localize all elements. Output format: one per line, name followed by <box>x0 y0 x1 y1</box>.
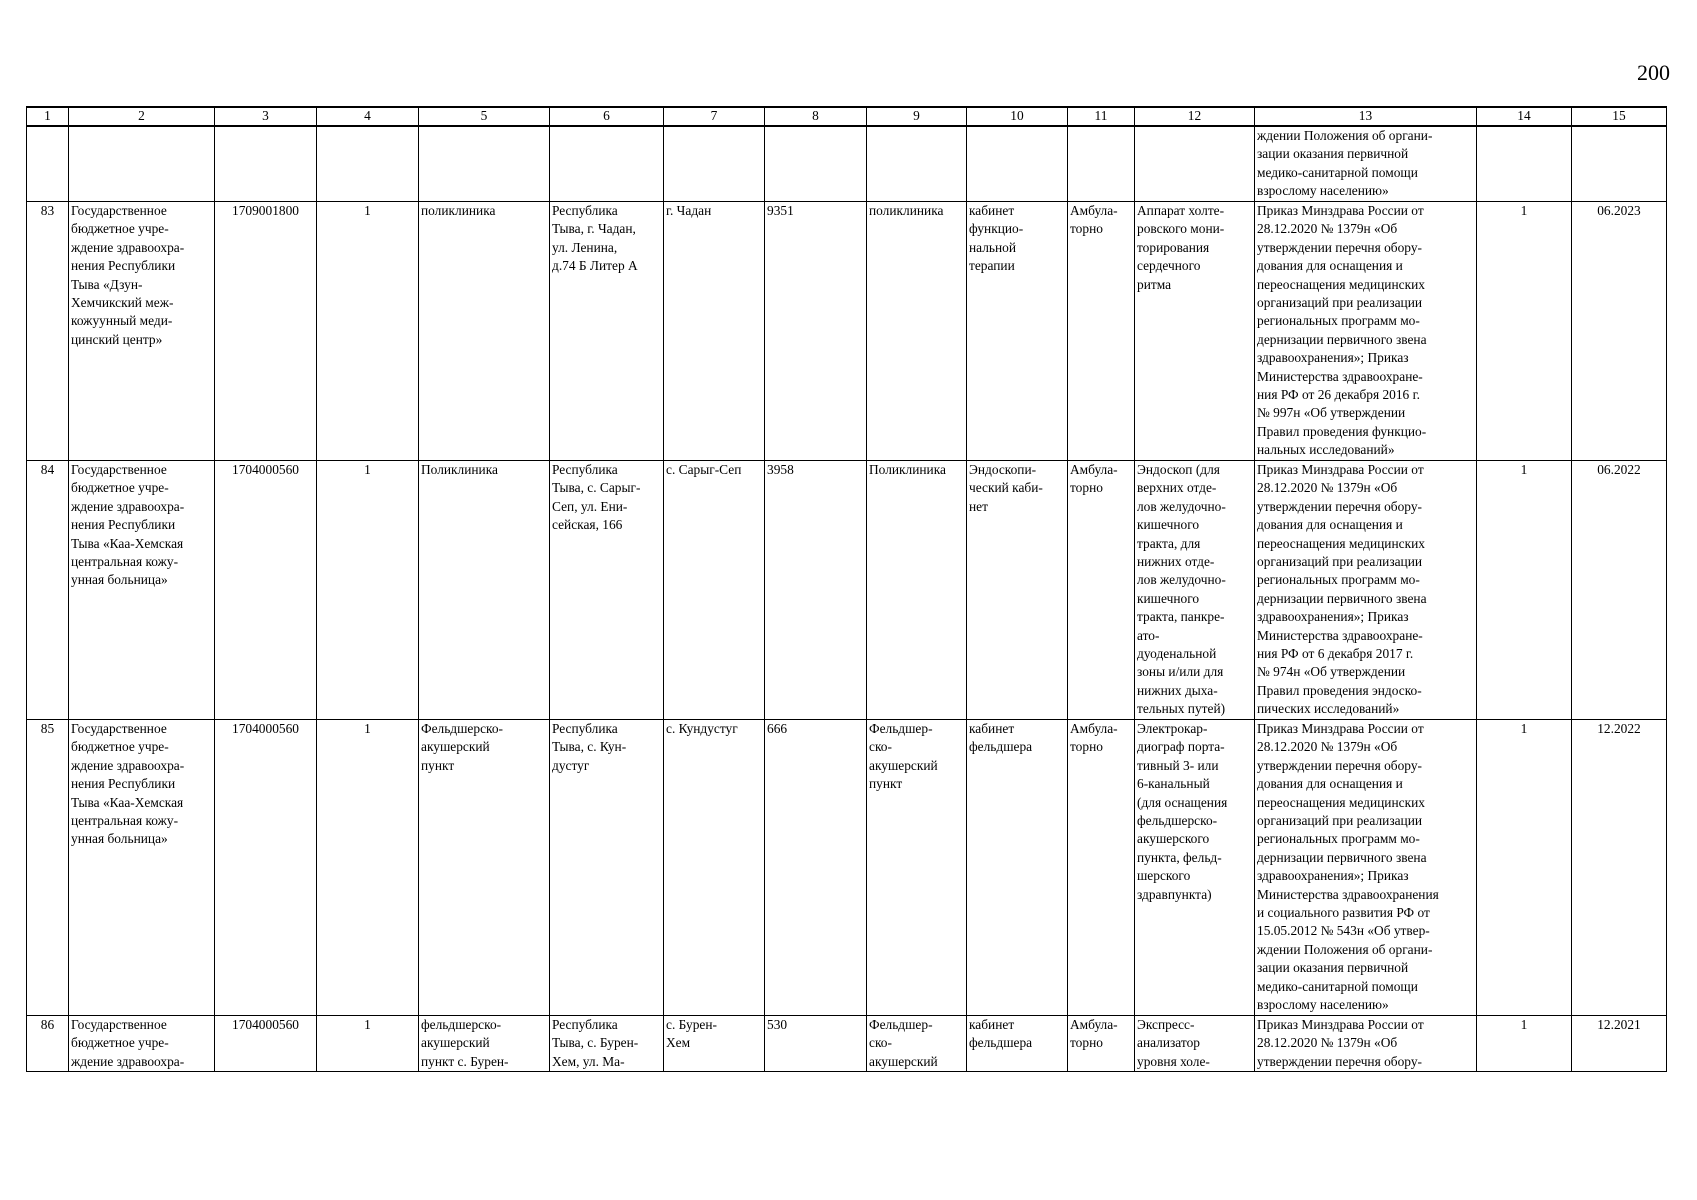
row-number-cell <box>27 202 69 461</box>
column-header: 1 <box>27 107 69 126</box>
legal-basis-text: ждении Положения об органи- зации оказания первичной медико-санитарной помощи взрослому населению» <box>1257 128 1433 199</box>
column-header: 8 <box>765 107 867 126</box>
locality: г. Чадан <box>666 203 712 218</box>
locality: с. Кундустуг <box>666 721 738 736</box>
count-value: 1 <box>364 721 371 736</box>
equipment-cell <box>1135 720 1255 1016</box>
inn-value: 1704000560 <box>232 462 299 477</box>
inn-value: 1709001800 <box>232 203 299 218</box>
room-cell <box>967 461 1068 720</box>
equipment: Аппарат холте- ровского мони- торирования сердечного ритма <box>1137 203 1225 292</box>
institution-cell <box>69 202 215 461</box>
table-cell <box>27 126 69 202</box>
institution-name: Государственное бюджетное учре- ждение здравоохра- нения Республики Тыва «Дзун- Хемчикский меж- кожуунный меди- цинский центр» <box>71 203 185 347</box>
inn-cell <box>215 720 317 1016</box>
inn-cell <box>215 202 317 461</box>
facility-type: Поликлиника <box>421 462 498 477</box>
institution-cell <box>69 461 215 720</box>
population: 666 <box>767 721 788 736</box>
quantity-cell <box>1477 461 1572 720</box>
table-row <box>27 461 1667 720</box>
equipment: Эндоскоп (для верхних отде- лов желудочно- кишечного тракта, для нижних отде- лов желудочно- кишечного тракта, панкре- ато- дуоденальной зоны и/или для нижних дыха- тельных путей) <box>1137 462 1226 717</box>
population-cell <box>765 202 867 461</box>
row-number: 84 <box>40 462 55 477</box>
facility-type-cell <box>419 720 550 1016</box>
address: Республика Тыва, с. Сарыг- Сеп, ул. Ени- сейская, 166 <box>552 462 641 533</box>
table-cell <box>867 126 967 202</box>
row-number-cell <box>27 461 69 720</box>
address-cell <box>550 1016 664 1072</box>
count-cell <box>317 461 419 720</box>
care-mode-cell <box>1068 720 1135 1016</box>
facility-type-cell <box>419 461 550 720</box>
date-cell <box>1572 1016 1667 1072</box>
institution-name: Государственное бюджетное учре- ждение здравоохра- <box>71 1017 185 1069</box>
unit-cell <box>867 461 967 720</box>
table-cell <box>317 126 419 202</box>
page-number: 200 <box>1637 60 1670 85</box>
legal-basis-text: Приказ Минздрава России от 28.12.2020 № 1379н «Об утверждении перечня обору- дования для оснащения и переоснащения медицинских организаций при реализации региональных программ мо- дернизации первичного звена здравоохранения»; Приказ Министерства здравоохране- ния РФ от 6 декабря 2017 г. № 974н «Об утверждении Правил проведения эндоско- пических исследований» <box>1257 462 1427 717</box>
address-cell <box>550 461 664 720</box>
room: Эндоскопи- ческий каби- нет <box>969 462 1043 514</box>
institution-cell <box>69 1016 215 1072</box>
unit-cell <box>867 720 967 1016</box>
inn-value: 1704000560 <box>232 721 299 736</box>
institution-name: Государственное бюджетное учре- ждение здравоохра- нения Республики Тыва «Каа-Хемская центральная кожу- унная больница» <box>71 721 185 847</box>
row-number-cell <box>27 720 69 1016</box>
equipment-cell <box>1135 202 1255 461</box>
address: Республика Тыва, с. Бурен- Хем, ул. Ма- <box>552 1017 639 1069</box>
equipment-registry-table <box>26 106 1667 1072</box>
legal-basis-cell <box>1255 461 1477 720</box>
column-header: 2 <box>69 107 215 126</box>
date: 06.2022 <box>1597 462 1641 477</box>
legal-basis-cell <box>1255 1016 1477 1072</box>
quantity: 1 <box>1520 203 1528 218</box>
table-cell <box>419 126 550 202</box>
institution-name: Государственное бюджетное учре- ждение здравоохра- нения Республики Тыва «Каа-Хемская центральная кожу- унная больница» <box>71 462 185 588</box>
column-header: 3 <box>215 107 317 126</box>
address-cell <box>550 202 664 461</box>
equipment-cell <box>1135 461 1255 720</box>
facility-type-cell <box>419 202 550 461</box>
address-cell <box>550 720 664 1016</box>
count-value: 1 <box>364 462 371 477</box>
facility-type: Фельдшерско- акушерский пункт <box>421 721 503 773</box>
unit-cell <box>867 1016 967 1072</box>
column-header: 9 <box>867 107 967 126</box>
column-header: 15 <box>1572 107 1667 126</box>
row-number: 83 <box>40 203 55 218</box>
care-mode: Амбула- торно <box>1070 1017 1118 1051</box>
table-cell <box>1068 126 1135 202</box>
facility-type: поликлиника <box>421 203 496 218</box>
date-cell <box>1572 461 1667 720</box>
locality-cell <box>664 202 765 461</box>
unit-cell <box>867 202 967 461</box>
room: кабинет функцио- нальной терапии <box>969 203 1024 274</box>
equipment: Электрокар- диограф порта- тивный 3- или 6-канальный (для оснащения фельдшерско- акушерского пункта, фельд- шерского здравпункта) <box>1137 721 1228 902</box>
care-mode: Амбула- торно <box>1070 721 1118 755</box>
legal-basis-text: Приказ Минздрава России от 28.12.2020 № 1379н «Об утверждении перечня обору- дования для оснащения и переоснащения медицинских организаций при реализации региональных программ мо- дернизации первичного звена здравоохранения»; Приказ Министерства здравоохране- ния РФ от 26 декабря 2016 г. № 997н «Об утверждении Правил проведения функцио- нальных исследований» <box>1257 203 1427 458</box>
table-row <box>27 202 1667 461</box>
count-value: 1 <box>364 203 371 218</box>
locality: с. Бурен- Хем <box>666 1017 717 1051</box>
column-header: 4 <box>317 107 419 126</box>
room: кабинет фельдшера <box>969 721 1033 755</box>
quantity: 1 <box>1520 462 1528 477</box>
column-header: 5 <box>419 107 550 126</box>
column-header: 7 <box>664 107 765 126</box>
date: 06.2023 <box>1597 203 1641 218</box>
inn-cell <box>215 461 317 720</box>
care-mode-cell <box>1068 461 1135 720</box>
legal-basis-cell <box>1255 126 1477 202</box>
table-row <box>27 720 1667 1016</box>
table-cell <box>1477 126 1572 202</box>
care-mode: Амбула- торно <box>1070 203 1118 237</box>
row-number-cell <box>27 1016 69 1072</box>
equipment: Экспресс- анализатор уровня холе- <box>1137 1017 1210 1069</box>
continuation-row <box>27 126 1667 202</box>
column-header: 6 <box>550 107 664 126</box>
care-mode-cell <box>1068 202 1135 461</box>
population-cell <box>765 1016 867 1072</box>
column-header: 13 <box>1255 107 1477 126</box>
quantity: 1 <box>1520 1017 1528 1032</box>
count-cell <box>317 1016 419 1072</box>
date: 12.2021 <box>1597 1017 1641 1032</box>
count-value: 1 <box>364 1017 371 1032</box>
unit: Фельдшер- ско- акушерский пункт <box>869 721 938 792</box>
table-cell <box>215 126 317 202</box>
locality-cell <box>664 720 765 1016</box>
population-cell <box>765 461 867 720</box>
column-number-header-row <box>27 107 1667 126</box>
legal-basis-cell <box>1255 720 1477 1016</box>
date: 12.2022 <box>1597 721 1641 736</box>
facility-type-cell <box>419 1016 550 1072</box>
table-cell <box>69 126 215 202</box>
room-cell <box>967 1016 1068 1072</box>
locality-cell <box>664 1016 765 1072</box>
unit: поликлиника <box>869 203 944 218</box>
column-header: 11 <box>1068 107 1135 126</box>
count-cell <box>317 202 419 461</box>
table-cell <box>1135 126 1255 202</box>
unit: Поликлиника <box>869 462 946 477</box>
room-cell <box>967 720 1068 1016</box>
table-cell <box>765 126 867 202</box>
unit: Фельдшер- ско- акушерский <box>869 1017 938 1069</box>
facility-type: фельдшерско- акушерский пункт с. Бурен- <box>421 1017 509 1069</box>
table-cell <box>664 126 765 202</box>
quantity-cell <box>1477 202 1572 461</box>
inn-value: 1704000560 <box>232 1017 299 1032</box>
table-cell <box>967 126 1068 202</box>
table-cell <box>550 126 664 202</box>
table-row <box>27 1016 1667 1072</box>
legal-basis-text: Приказ Минздрава России от 28.12.2020 № 1379н «Об утверждении перечня обору- <box>1257 1017 1424 1069</box>
row-number: 86 <box>40 1017 55 1032</box>
population: 3958 <box>767 462 794 477</box>
legal-basis-text: Приказ Минздрава России от 28.12.2020 № 1379н «Об утверждении перечня обору- дования для оснащения и переоснащения медицинских организаций при реализации региональных программ мо- дернизации первичного звена здравоохранения»; Приказ Министерства здравоохранения и социального развития РФ от 15.05.2012 № 543н «Об утвер- ждении Положения об органи- зации оказания первичной медико-санитарной помощи взрослому населению» <box>1257 721 1439 1013</box>
care-mode-cell <box>1068 1016 1135 1072</box>
population-cell <box>765 720 867 1016</box>
table-cell <box>1572 126 1667 202</box>
care-mode: Амбула- торно <box>1070 462 1118 496</box>
address: Республика Тыва, г. Чадан, ул. Ленина, д.74 Б Литер А <box>552 203 638 274</box>
row-number: 85 <box>40 721 55 736</box>
date-cell <box>1572 720 1667 1016</box>
quantity-cell <box>1477 720 1572 1016</box>
locality-cell <box>664 461 765 720</box>
column-header: 14 <box>1477 107 1572 126</box>
population: 530 <box>767 1017 788 1032</box>
column-header: 12 <box>1135 107 1255 126</box>
locality: с. Сарыг-Сеп <box>666 462 742 477</box>
count-cell <box>317 720 419 1016</box>
address: Республика Тыва, с. Кун- дустуг <box>552 721 627 773</box>
equipment-cell <box>1135 1016 1255 1072</box>
inn-cell <box>215 1016 317 1072</box>
quantity: 1 <box>1520 721 1528 736</box>
quantity-cell <box>1477 1016 1572 1072</box>
institution-cell <box>69 720 215 1016</box>
room-cell <box>967 202 1068 461</box>
room: кабинет фельдшера <box>969 1017 1033 1051</box>
population: 9351 <box>767 203 794 218</box>
legal-basis-cell <box>1255 202 1477 461</box>
date-cell <box>1572 202 1667 461</box>
column-header: 10 <box>967 107 1068 126</box>
